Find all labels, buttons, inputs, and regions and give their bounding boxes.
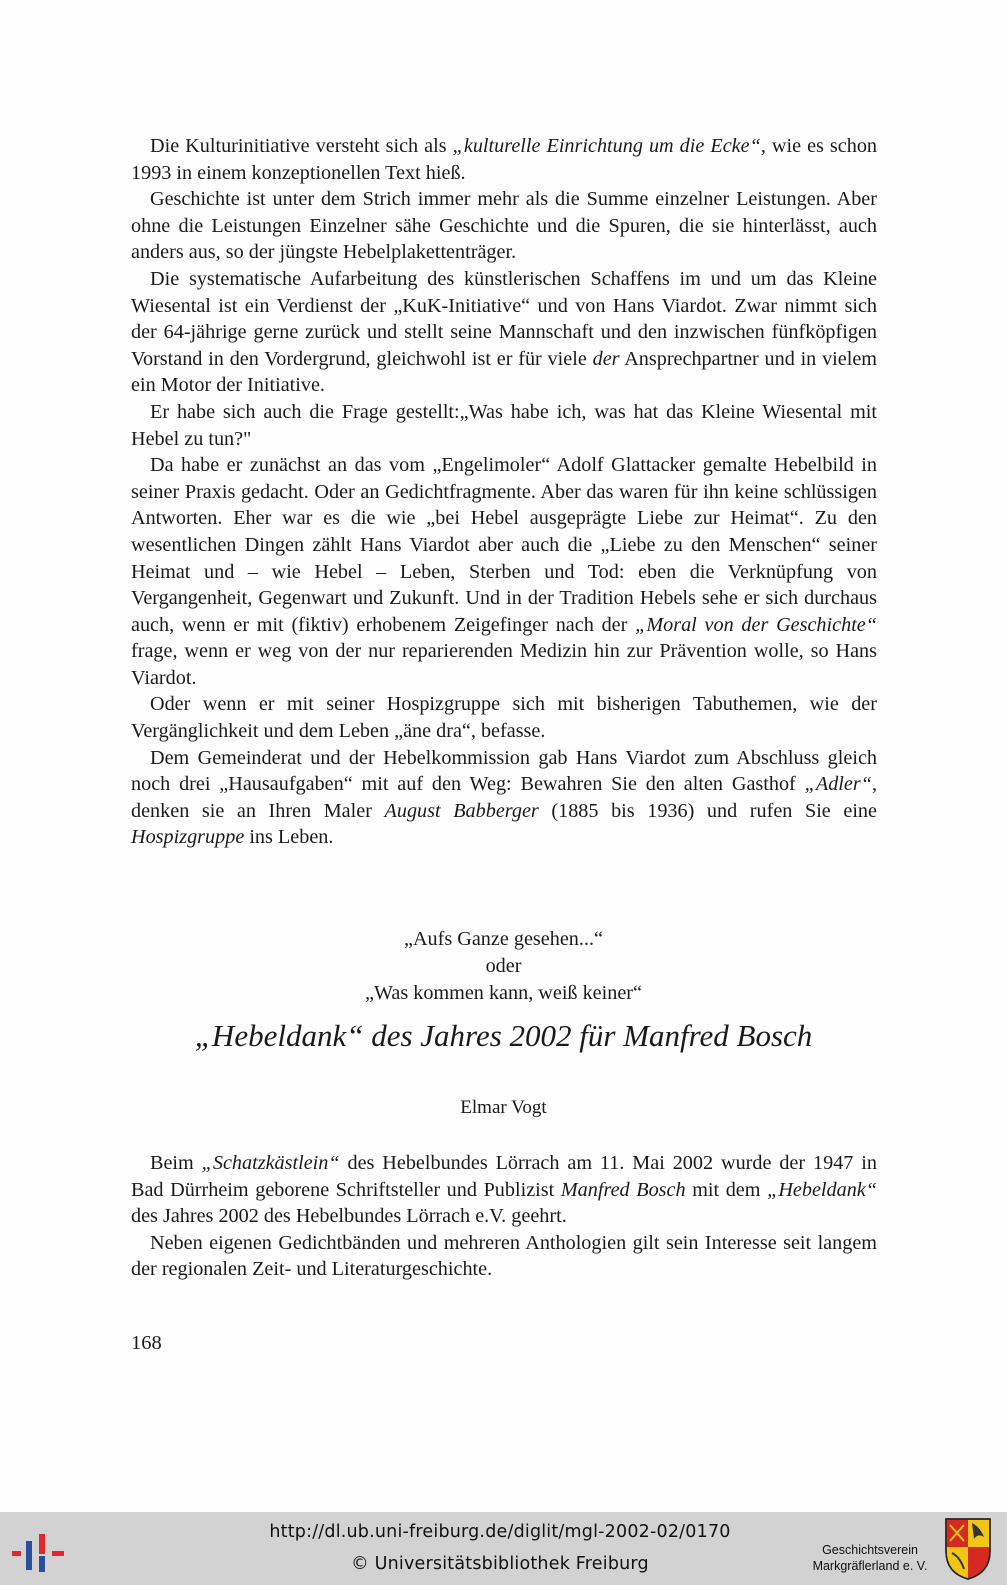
italic-text: „Hebeldank“ [767, 1178, 877, 1201]
text-run: Neben eigenen Gedichtbänden und mehreren Anthologien gilt sein Interesse seit langem der regionalen Zeit- und Literaturgeschichte. [131, 1231, 877, 1281]
text-run: ins Leben. [244, 826, 334, 849]
article-headline: „Hebeldank“ des Jahres 2002 für Manfred Bosch [194, 1018, 813, 1053]
motto-line-1: „Aufs Ganze gesehen...“ [404, 928, 603, 950]
italic-text: August Babberger [384, 799, 539, 822]
italic-text: der [592, 347, 620, 370]
paragraph [131, 745, 877, 851]
paragraph [131, 1150, 877, 1230]
society-line-1: Geschichtsverein [822, 1543, 918, 1557]
text-run: des Hebelbundes Lörrach am 11. Mai 2002 wurde der 1947 in Bad Dürrheim geborene Schriftsteller und Publizist [131, 1152, 877, 1201]
text-run: (1885 bis 1936) und rufen Sie eine [538, 799, 877, 822]
paragraph [131, 452, 877, 691]
paragraph [131, 1230, 877, 1283]
italic-text: Hospizgruppe [131, 826, 245, 849]
text-run: Ansprechpartner und in vielem ein Motor der Initiative. [131, 347, 878, 397]
footer-bar [0, 1512, 1007, 1585]
italic-text: „Adler“ [804, 773, 872, 796]
text-run: Dem Gemeinderat und der Hebelkommission gab Hans Viardot zum Abschluss gleich noch drei „Hausaufgaben“ mit auf den Weg: Bewahren Sie den alten Gasthof [131, 746, 877, 796]
body-text-previous-article [131, 133, 877, 851]
article-author: Elmar Vogt [460, 1097, 547, 1118]
text-run: Da habe er zunächst an das vom „Engelimoler“ Adolf Glattacker gemalte Hebelbild in seiner Praxis gedacht. Oder an Gedichtfragmente. Aber das waren für ihn keine schlüssigen Antworten. Eher war es die wie „bei Hebel ausgeprägte Liebe zur Heimat“. Zu den wesentlichen Dingen zählt Hans Viardot aber auch die „Liebe zu den Menschen“ seiner Heimat und – wie Hebel – Leben, Sterben und Tod: eben die Verknüpfung von Vergangenheit, Gegenwart und Zukunft. Und in der Tradition Hebels sehe er sich durchaus auch, wenn er mit (fiktiv) erhobenem Zeigefinger nach der [131, 454, 877, 636]
text-run: Geschichte ist unter dem Strich immer mehr als die Summe einzelner Leistungen. Aber ohne die Leistungen Einzelner sähe Geschichte und die Spuren, die sie hinterlässt, auch anders aus, so der jüngste Hebelplakettenträger. [131, 188, 877, 264]
ub-freiburg-logo-icon[interactable] [12, 1534, 68, 1572]
body-text-article [131, 1150, 877, 1283]
text-run: Die Kulturinitiative versteht sich als [150, 135, 453, 157]
text-run: , denken sie an Ihren Maler [131, 773, 877, 822]
motto-line-2: oder [485, 955, 522, 977]
society-line-2: Markgräflerland e. V. [812, 1559, 928, 1573]
paragraph [131, 186, 877, 266]
paragraph [131, 691, 877, 744]
text-run: des Jahres 2002 des Hebelbundes Lörrach e.V. geehrt. [131, 1205, 567, 1228]
italic-text: Manfred Bosch [560, 1178, 686, 1201]
paragraph [131, 133, 877, 186]
copyright-text: © Universitätsbibliothek Freiburg [351, 1554, 649, 1574]
document-url-link[interactable]: http://dl.ub.uni-freiburg.de/diglit/mgl-2002-02/0170 [269, 1522, 731, 1542]
motto-line-3: „Was kommen kann, weiß keiner“ [365, 982, 642, 1004]
text-run: Die systematische Aufarbeitung des künstlerischen Schaffens im und um das Kleine Wiesental ist ein Verdienst der „KuK-Initiative“ und von Hans Viardot. Zwar nimmt sich der 64-jährige gerne zurück und stellt seine Mannschaft und den inzwischen fünfköpfigen Vorstand in den Vordergrund, gleichwohl ist er für viele [131, 267, 877, 370]
text-run: Er habe sich auch die Frage gestellt:„Was habe ich, was hat das Kleine Wiesental mit Hebel zu tun?" [131, 400, 877, 450]
text-run: Beim [150, 1152, 202, 1174]
paragraph [131, 266, 877, 399]
italic-text: „kulturelle Einrichtung um die Ecke“ [452, 135, 761, 157]
text-run: mit dem [685, 1178, 768, 1201]
italic-text: „Schatzkästlein“ [201, 1152, 340, 1174]
page-number: 168 [131, 1332, 162, 1354]
text-run: , wie es schon 1993 in einem konzeptionellen Text hieß. [131, 135, 878, 184]
text-run: Oder wenn er mit seiner Hospizgruppe sich mit bisherigen Tabuthemen, wie der Vergänglichkeit und dem Leben „äne dra“, befasse. [131, 693, 877, 743]
text-run: frage, wenn er weg von der nur reparierenden Medizin hin zur Prävention wolle, so Hans Viardot. [131, 640, 877, 689]
paragraph [131, 399, 877, 452]
society-name [800, 1542, 940, 1574]
coat-of-arms-icon[interactable] [944, 1517, 992, 1581]
italic-text: „Moral von der Geschichte“ [635, 613, 877, 636]
